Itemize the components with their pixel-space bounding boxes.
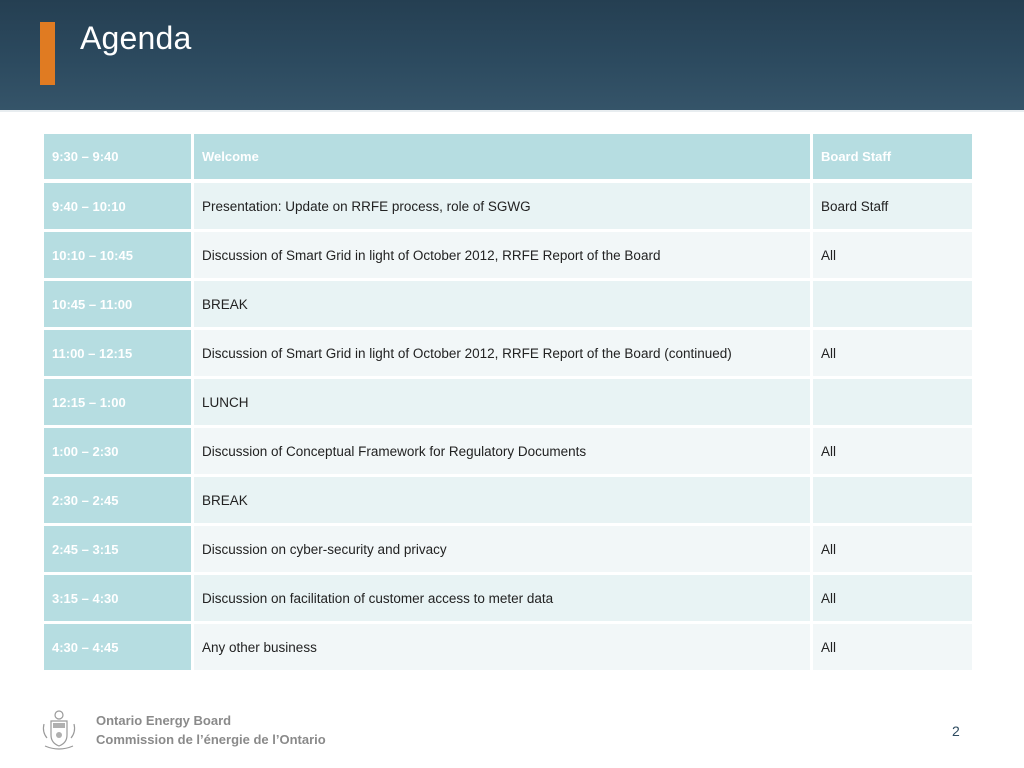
time-cell: 10:45 – 11:00 — [44, 281, 194, 330]
topic-cell: Discussion of Smart Grid in light of October 2012, RRFE Report of the Board — [194, 232, 813, 281]
agenda-row — [44, 477, 972, 526]
time-cell: 3:15 – 4:30 — [44, 575, 194, 624]
presenter-cell: All — [813, 330, 972, 379]
org-name-french: Commission de l’énergie de l’Ontario — [96, 732, 326, 747]
presenter-cell: All — [813, 624, 972, 673]
topic-cell: Welcome — [194, 134, 813, 183]
coat-of-arms-icon — [40, 708, 78, 752]
topic-cell: Discussion of Smart Grid in light of October 2012, RRFE Report of the Board (continued) — [194, 330, 813, 379]
agenda-row — [44, 575, 972, 624]
topic-cell: Any other business — [194, 624, 813, 673]
agenda-header-row — [44, 134, 972, 183]
presenter-cell — [813, 379, 972, 428]
org-name-english: Ontario Energy Board — [96, 713, 232, 728]
agenda-row — [44, 183, 972, 232]
time-cell: 2:30 – 2:45 — [44, 477, 194, 526]
slide-title: Agenda — [80, 20, 192, 56]
agenda-row — [44, 281, 972, 330]
page-number: 2 — [952, 723, 960, 739]
presenter-cell: All — [813, 526, 972, 575]
presenter-cell — [813, 281, 972, 330]
topic-cell: BREAK — [194, 281, 813, 330]
agenda-row — [44, 379, 972, 428]
topic-cell: Discussion of Conceptual Framework for Regulatory Documents — [194, 428, 813, 477]
time-cell: 11:00 – 12:15 — [44, 330, 194, 379]
agenda-row — [44, 428, 972, 477]
time-cell: 1:00 – 2:30 — [44, 428, 194, 477]
presenter-cell — [813, 477, 972, 526]
time-cell: 9:30 – 9:40 — [44, 134, 194, 183]
time-cell: 10:10 – 10:45 — [44, 232, 194, 281]
agenda-row — [44, 232, 972, 281]
topic-cell: Presentation: Update on RRFE process, role of SGWG — [194, 183, 813, 232]
time-cell: 9:40 – 10:10 — [44, 183, 194, 232]
slide-header — [0, 0, 1024, 112]
header-accent-bar — [40, 22, 55, 85]
topic-cell: LUNCH — [194, 379, 813, 428]
agenda-row — [44, 330, 972, 379]
topic-cell: Discussion on cyber-security and privacy — [194, 526, 813, 575]
presenter-cell: All — [813, 575, 972, 624]
agenda-table — [44, 134, 972, 673]
topic-cell: BREAK — [194, 477, 813, 526]
presenter-cell: All — [813, 232, 972, 281]
presenter-cell: Board Staff — [813, 134, 972, 183]
topic-cell: Discussion on facilitation of customer access to meter data — [194, 575, 813, 624]
agenda-row — [44, 526, 972, 575]
presenter-cell: Board Staff — [813, 183, 972, 232]
time-cell: 12:15 – 1:00 — [44, 379, 194, 428]
presenter-cell: All — [813, 428, 972, 477]
agenda-row — [44, 624, 972, 673]
time-cell: 2:45 – 3:15 — [44, 526, 194, 575]
time-cell: 4:30 – 4:45 — [44, 624, 194, 673]
